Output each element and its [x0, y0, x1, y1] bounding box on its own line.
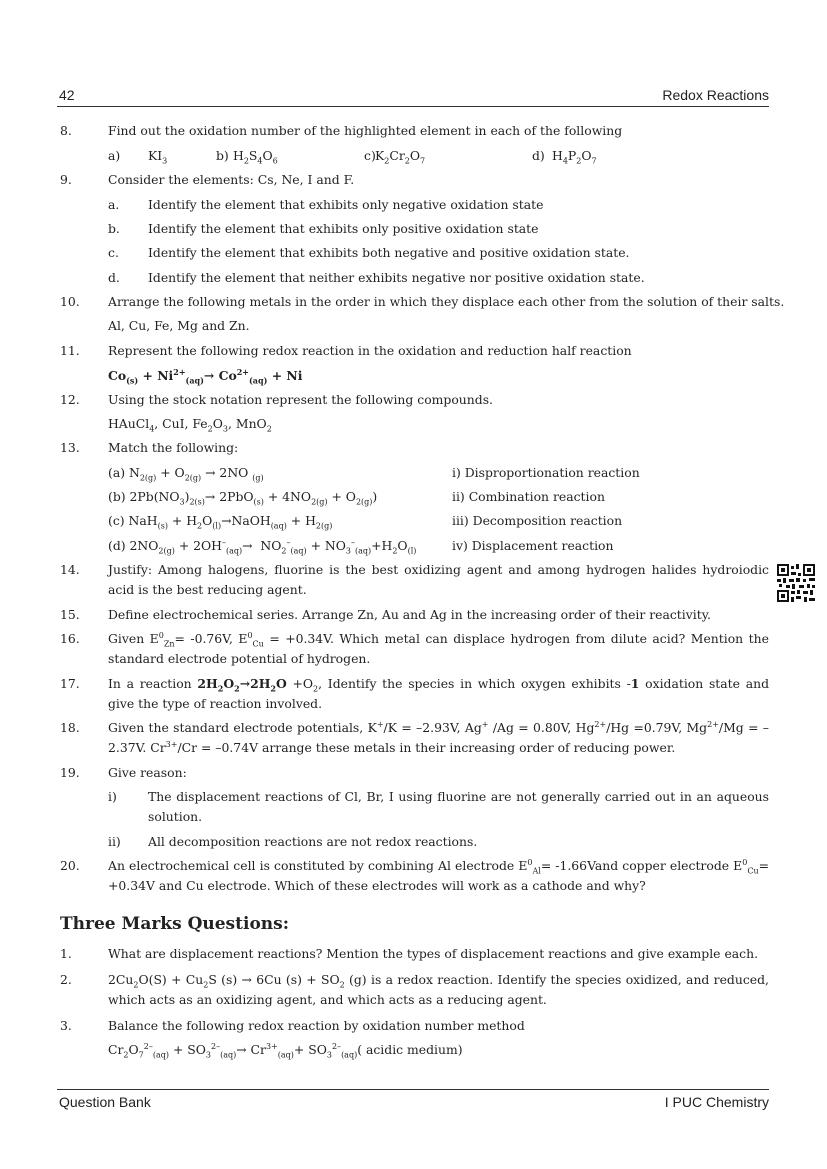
match-right: i) Disproportionation reaction [452, 465, 640, 480]
question-text: In a reaction $2H_2O_2\to 2H_2O +O_2$, Identify the species in which oxygen exhibits -1 oxidation state and give the type of reaction involved. [108, 676, 770, 711]
page-footer [57, 1089, 769, 1112]
question-number: 2. [60, 972, 72, 987]
question-number: 9. [60, 172, 72, 187]
question-text: Represent the following redox reaction in the oxidation and reduction half reaction [108, 343, 632, 358]
sub-text: All decomposition reactions are not redox reactions. [148, 834, 478, 849]
match-right: iv) Displacement reaction [452, 538, 614, 553]
match-left: (c) $NaH_{(s)} + H_2O_{(l)}\to NaOH_{(aq)} + H_{2(g)}$ [108, 513, 333, 531]
question-number: 3. [60, 1018, 72, 1033]
question-text: Using the stock notation represent the following compounds. [108, 392, 493, 407]
match-left: (a) $N_{2(g)} + O_{2(g)} \to 2NO$ $_{(g)}$ [108, 465, 264, 483]
option-label: b) [216, 148, 229, 163]
question-number: 16. [60, 631, 80, 646]
question-text: Arrange the following metals in the order in which they displace each other from the solution of their salts. [108, 294, 785, 309]
footer-right: I PUC Chemistry [664, 1094, 769, 1110]
question-text: Balance the following redox reaction by oxidation number method [108, 1018, 525, 1033]
question-number: 14. [60, 562, 80, 577]
option-label: c) [364, 148, 376, 163]
question-number: 18. [60, 720, 80, 735]
question-number: 19. [60, 765, 80, 780]
question-text: Justify: Among halogens, fluorine is the best oxidizing agent and among hydrogen halides hydroiodic acid is the best reducing agent. [108, 562, 769, 597]
equation: $Co_{(s)} + Ni^{2+}_{(aq)}\to Co^{2+}_{(aq)} + Ni$ [108, 366, 303, 386]
question-text: An electrochemical cell is constituted by combining Al electrode $E^0_{Al}=$ -1.66Vand copper electrode $E^0_{Cu}= +0.34V$ and Cu electrode. Which of these electrodes will work as a cathode and why? [108, 857, 769, 893]
sub-label: b. [108, 221, 120, 236]
question-text: What are displacement reactions? Mention the types of displacement reactions and give example each. [108, 946, 759, 961]
qr-code-icon [777, 564, 815, 602]
question-number: 1. [60, 946, 72, 961]
sub-label: ii) [108, 834, 121, 849]
sub-text: Identify the element that exhibits both negative and positive oxidation state. [148, 245, 630, 260]
sub-label: c. [108, 245, 119, 260]
match-right: iii) Decomposition reaction [452, 513, 623, 528]
question-number: 8. [60, 123, 72, 138]
match-left: (d) $2NO_{2(g)} + 2OH^-_{(aq)}\to NO_2^-_{(aq)} + NO_3^-_{(aq)}+H_2O_{(l)}$ [108, 537, 417, 556]
sub-label: d. [108, 270, 120, 285]
sub-text: Identify the element that exhibits only positive oxidation state [148, 221, 539, 236]
question-number: 11. [60, 343, 80, 358]
question-text: Find out the oxidation number of the highlighted element in each of the following [108, 123, 623, 138]
formula: $K_2Cr_2O_7$ [375, 148, 426, 166]
match-right: ii) Combination reaction [452, 489, 605, 504]
option-label: d) [532, 148, 545, 163]
question-text: Define electrochemical series. Arrange Zn, Au and Ag in the increasing order of their reactivity. [108, 607, 711, 622]
formula: $H_4P_2O_7$ [552, 148, 597, 166]
formula: $KI_3$ [148, 148, 168, 166]
sub-label: a. [108, 197, 120, 212]
section-heading: Three Marks Questions: [60, 914, 289, 934]
formula: $H_2S_4O_6$ [233, 148, 278, 166]
question-text: Consider the elements: Cs, Ne, I and F. [108, 172, 355, 187]
formula-list: HAuCl$_4$, CuI, $Fe_2O_3$, MnO$_2$ [108, 416, 272, 434]
question-number: 10. [60, 294, 80, 309]
sub-text: Identify the element that neither exhibits negative nor positive oxidation state. [148, 270, 645, 285]
option-label: a) [108, 148, 121, 163]
question-text: Give reason: [108, 765, 187, 780]
chapter-title: Redox Reactions [662, 87, 769, 103]
footer-left: Question Bank [59, 1094, 151, 1110]
question-number: 13. [60, 440, 80, 455]
question-text: Given $E^0_{Zn}= -0.76V$, $E^0_{Cu} = +0.34V$. Which metal can displace hydrogen from dilute acid? Mention the standard electrode potential of hydrogen. [108, 630, 769, 666]
question-text: Match the following: [108, 440, 239, 455]
sub-text: The displacement reactions of Cl, Br, I using fluorine are not generally carried out in an aqueous solution. [148, 789, 769, 824]
page-number: 42 [59, 87, 75, 103]
question-number: 20. [60, 858, 80, 873]
page-header [57, 86, 769, 107]
equation: $Cr_2O_7^{2-}_{(aq)} + SO_3^{2-}_{(aq)}\to Cr^{3+}_{(aq)}+ SO_3^{2-}_{(aq)}$( acidic medium) [108, 1041, 463, 1060]
question-number: 15. [60, 607, 80, 622]
match-left: (b) $2Pb(NO_3)_{2(s)}\to 2PbO_{(s)} + 4NO_{2(g)} + O_{2(g)}$) [108, 489, 378, 507]
question-text: Given the standard electrode potentials, K+/K = –2.93V, Ag+ /Ag = 0.80V, $Hg^{2+}/Hg =0.79V$, $Mg^{2+}/Mg = -2.37V$. $Cr^{3+}/Cr = -0.74V$ arrange these metals in their increasing order of reducing power. [108, 719, 769, 755]
sub-text: Identify the element that exhibits only negative oxidation state [148, 197, 544, 212]
question-number: 17. [60, 676, 80, 691]
question-number: 12. [60, 392, 80, 407]
sub-label: i) [108, 789, 117, 804]
question-text: Al, Cu, Fe, Mg and Zn. [108, 318, 250, 333]
question-text: $2Cu_2O(S) + Cu_2S$ (s) → 6Cu $(s) + SO_2$ (g) is a redox reaction. Identify the species oxidized, and reduced, which acts as an oxidizing agent, and which acts as a reducing agent. [108, 972, 769, 1007]
